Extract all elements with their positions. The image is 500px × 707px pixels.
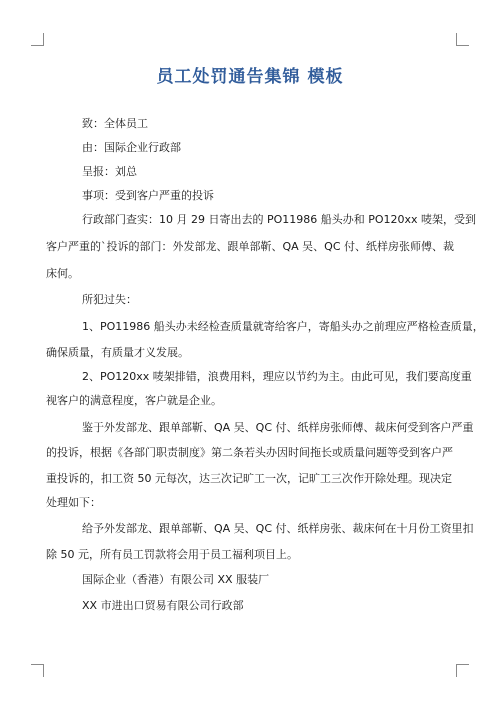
- header-to: 致：全体员工: [82, 117, 148, 130]
- crop-mark-top-left: [31, 33, 44, 46]
- paragraph-line: 床何。: [46, 267, 79, 280]
- paragraph-line: 给予外发部龙、跟单部靳、QA 吴、QC 付、纸样房张、裁床何在十月份工资里扣: [82, 522, 474, 535]
- paragraph-line: 2、PO120xx 唛架排错，浪费用料，理应以节约为主。由此可见，我们要高度重: [82, 370, 472, 383]
- paragraph-line: 确保质量，有质量才义发展。: [46, 346, 189, 359]
- header-submit: 呈报：刘总: [82, 165, 137, 178]
- faults-label: 所犯过失：: [82, 293, 137, 306]
- document-title: 员工处罚通告集锦 模板: [156, 67, 344, 87]
- crop-mark-bottom-left: [31, 664, 44, 677]
- header-subject: 事项：受到客户严重的投诉: [82, 189, 214, 202]
- signature-company: 国际企业（香港）有限公司 XX 服装厂: [82, 573, 270, 586]
- paragraph-line: 除 50 元，所有员工罚款将会用于员工福利项目上。: [46, 548, 298, 561]
- crop-mark-bottom-right: [456, 664, 469, 677]
- crop-mark-top-right: [456, 33, 469, 46]
- paragraph-line: 客户严重的`投诉的部门：外发部龙、跟单部靳、QA 吴、QC 付、纸样房张师傅、裁: [46, 240, 455, 253]
- header-from: 由：国际企业行政部: [82, 141, 181, 154]
- signature-department: XX 市进出口贸易有限公司行政部: [82, 599, 244, 612]
- paragraph-line: 行政部门查实：10 月 29 日寄出去的 PO11986 船头办和 PO120xx 唛架，受到: [82, 213, 477, 226]
- paragraph-line: 1、PO11986 船头办未经检查质量就寄给客户，寄船头办之前理应严格检查质量，: [82, 320, 484, 333]
- paragraph-line: 处理如下：: [46, 496, 101, 509]
- paragraph-line: 的投诉，根据《各部门职责制度》第二条若头办因时间拖长或质量问题等受到客户严: [46, 446, 453, 459]
- paragraph-line: 重投诉的，扣工资 50 元每次，达三次记旷工一次，记旷工三次作开除处理。现决定: [46, 472, 452, 485]
- paragraph-line: 鉴于外发部龙、跟单部靳、QA 吴、QC 付、纸样房张师傅、裁床何受到客户严重: [82, 421, 474, 434]
- paragraph-line: 视客户的满意程度，客户就是企业。: [46, 394, 222, 407]
